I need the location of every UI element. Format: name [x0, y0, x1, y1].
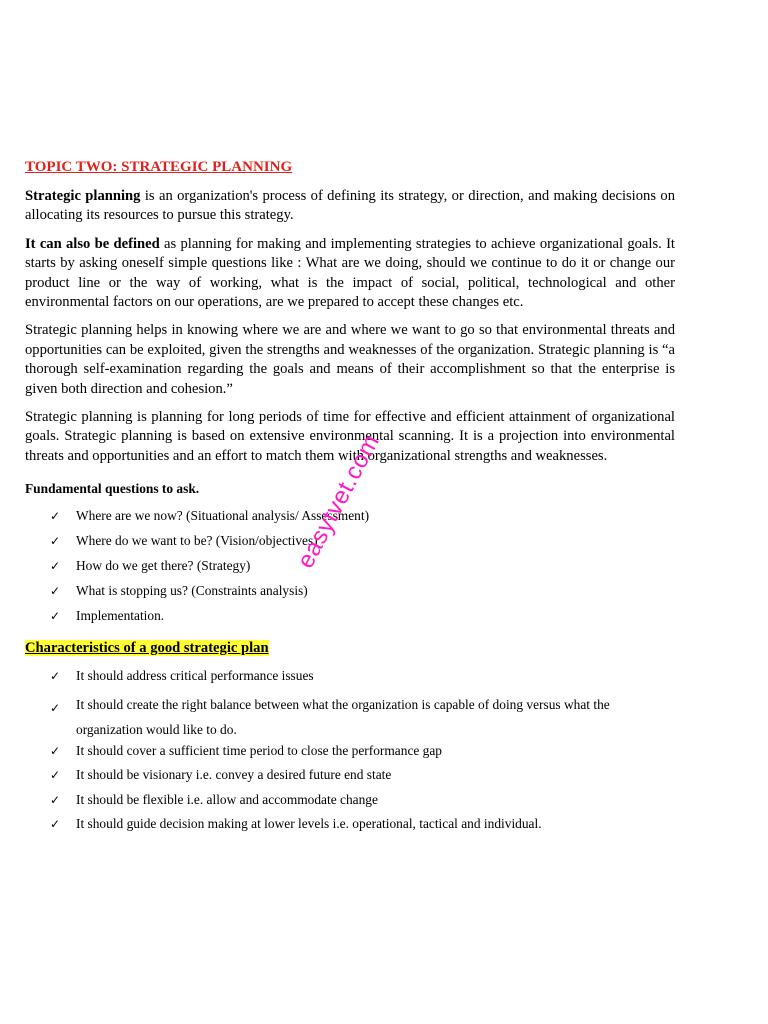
characteristic-text: It should address critical performance issues — [76, 668, 314, 684]
characteristic-text: It should be visionary i.e. convey a desired future end state — [76, 767, 392, 783]
checkmark-icon: ✓ — [50, 700, 61, 715]
checkmark-icon: ✓ — [50, 743, 61, 758]
checkmark-icon: ✓ — [50, 669, 61, 684]
paragraph-1-lead: Strategic planning — [25, 188, 141, 204]
paragraph-3 — [25, 321, 675, 399]
questions-list — [25, 507, 675, 625]
characteristics-list — [25, 667, 675, 833]
list-item — [25, 766, 675, 784]
list-item — [25, 667, 675, 685]
list-item — [25, 532, 675, 550]
question-text: Implementation. — [76, 608, 165, 624]
list-item — [25, 692, 675, 742]
paragraph-3-text: Strategic planning helps in knowing where we are and where we want to go so that environmental threats and opportunities can be exploited, given the strengths and weaknesses of the organization. Strategic planning is “a thorough self-examination regarding the goals and means of their accomplishment so that the enterprise is given both direction and cohesion.” — [25, 322, 675, 397]
checkmark-icon: ✓ — [50, 792, 61, 807]
list-item — [25, 557, 675, 575]
characteristic-text: It should guide decision making at lower levels i.e. operational, tactical and individual. — [76, 816, 542, 832]
list-item — [25, 815, 675, 833]
paragraph-1-text: is an organization's process of defining its strategy, or direction, and making decisions on allocating its resources to pursue this strategy. — [25, 188, 675, 224]
paragraph-2-text: as planning for making and implementing strategies to achieve organizational goals. It starts by asking oneself simple questions like : What are we doing, should we continue to do it or change our product line or the way of working, what is the impact of social, political, technological and other environmental factors on our operations, are we prepared to accept these changes etc. — [25, 235, 675, 311]
characteristics-title-text: Characteristics of a good strategic plan — [25, 640, 269, 657]
questions-title: Fundamental questions to ask. — [25, 481, 200, 497]
characteristic-text: It should cover a sufficient time period to close the performance gap — [76, 742, 443, 758]
list-item — [25, 791, 675, 809]
checkmark-icon: ✓ — [50, 768, 61, 783]
paragraph-4-text: Strategic planning is planning for long periods of time for effective and efficient attainment of organizational goals. Strategic planning is based on extensive environmental scanning. It is a projection into environmental threats and opportunities and an effort to match them with organizational strengths and weaknesses. — [25, 409, 675, 464]
list-item — [25, 607, 675, 625]
question-text: What is stopping us? (Constraints analysis) — [76, 583, 308, 599]
checkmark-icon: ✓ — [50, 817, 61, 832]
characteristics-title — [25, 639, 675, 657]
checkmark-icon: ✓ — [50, 609, 61, 624]
question-text: Where are we now? (Situational analysis/ Assessment) — [76, 508, 370, 524]
characteristic-text: It should be flexible i.e. allow and accommodate change — [76, 791, 378, 807]
characteristic-text: It should create the right balance between what the organization is capable of doing versus what the organization would like to do. — [76, 696, 610, 737]
list-item — [25, 742, 675, 760]
checkmark-icon: ✓ — [50, 509, 61, 524]
checkmark-icon: ✓ — [50, 584, 61, 599]
checkmark-icon: ✓ — [50, 534, 61, 549]
topic-title: TOPIC TWO: STRATEGIC PLANNING — [25, 159, 293, 175]
question-text: How do we get there? (Strategy) — [76, 558, 251, 574]
watermark: easytvet.com — [292, 429, 386, 573]
checkmark-icon: ✓ — [50, 559, 61, 574]
paragraph-2 — [25, 235, 675, 313]
paragraph-1 — [25, 187, 675, 226]
paragraph-2-lead: It can also be defined — [25, 235, 160, 252]
question-text: Where do we want to be? (Vision/objectives) — [76, 533, 318, 549]
list-item — [25, 582, 675, 600]
